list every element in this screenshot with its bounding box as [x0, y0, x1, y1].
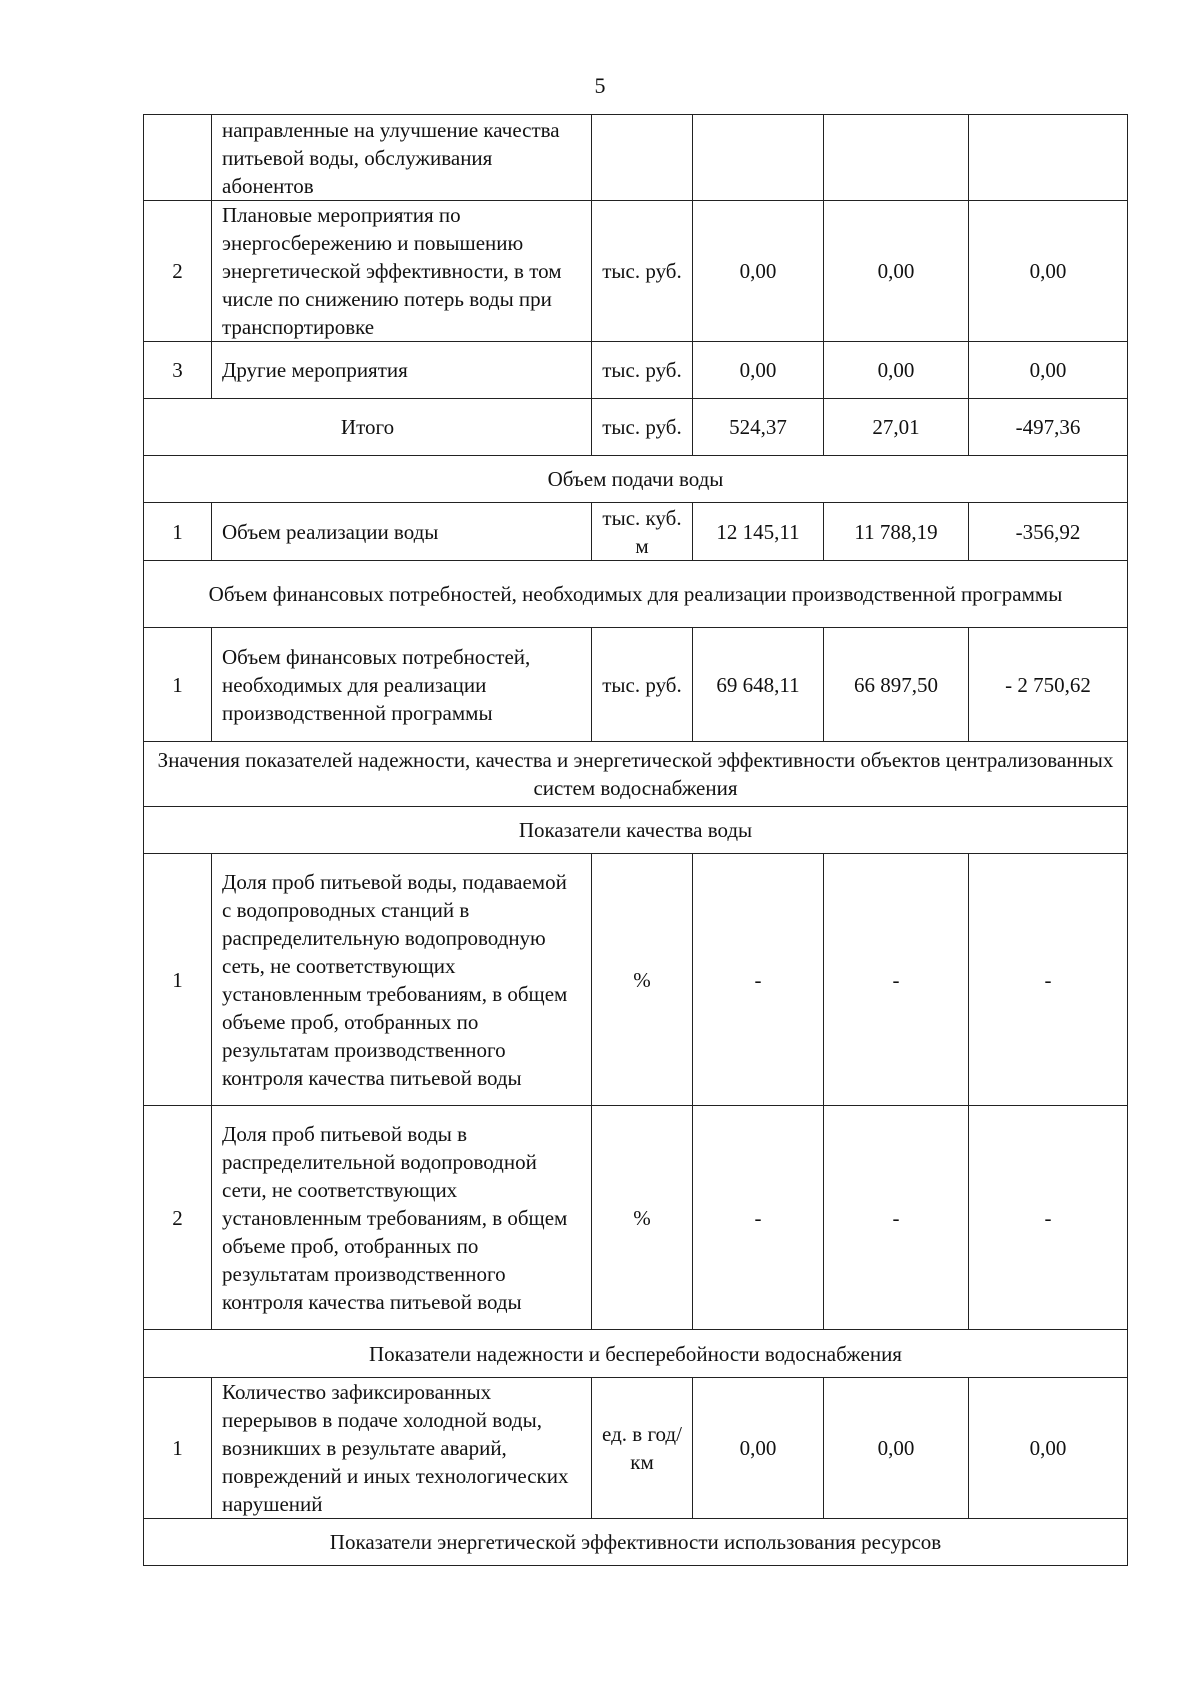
- value-cell-2: 66 897,50: [824, 628, 969, 742]
- unit-cell: тыс. руб.: [592, 201, 693, 342]
- indicator-description: направленные на улучшение качества питьевой воды, обслуживания абонентов: [212, 115, 592, 201]
- total-label: Итого: [144, 399, 592, 456]
- value-cell-3: 0,00: [969, 201, 1128, 342]
- value-cell-1: 524,37: [693, 399, 824, 456]
- value-cell-1: 0,00: [693, 342, 824, 399]
- value-cell-3: -: [969, 854, 1128, 1106]
- indicators-table: [143, 114, 1128, 1566]
- indicator-description: Другие мероприятия: [212, 342, 592, 399]
- value-cell-3: 0,00: [969, 342, 1128, 399]
- section-header-row: [144, 807, 1128, 854]
- value-cell-2: 27,01: [824, 399, 969, 456]
- indicator-description: Доля проб питьевой воды, подаваемой с водопроводных станций в распределительную водопроводную сеть, не соответствующих установленным требованиям, в общем объеме проб, отобранных по результатам производственного контроля качества питьевой воды: [212, 854, 592, 1106]
- value-cell-3: -: [969, 1106, 1128, 1330]
- unit-cell: [592, 115, 693, 201]
- value-cell-1: -: [693, 854, 824, 1106]
- value-cell-2: [824, 115, 969, 201]
- unit-cell: %: [592, 1106, 693, 1330]
- unit-cell: тыс. руб.: [592, 399, 693, 456]
- section-title: Значения показателей надежности, качества и энергетической эффективности объектов централизованных систем водоснабжения: [144, 742, 1128, 807]
- page-number: 5: [594, 73, 606, 98]
- value-cell-3: -356,92: [969, 503, 1128, 561]
- table-row: [144, 1106, 1128, 1330]
- section-header-row: [144, 456, 1128, 503]
- value-cell-1: 69 648,11: [693, 628, 824, 742]
- table-row: [144, 854, 1128, 1106]
- value-cell-1: 0,00: [693, 201, 824, 342]
- section-title: Показатели качества воды: [144, 807, 1128, 854]
- value-cell-3: - 2 750,62: [969, 628, 1128, 742]
- section-header-row: [144, 561, 1128, 628]
- table-row: [144, 1378, 1128, 1519]
- table-row: [144, 201, 1128, 342]
- table-row: [144, 628, 1128, 742]
- row-number: 3: [144, 342, 212, 399]
- indicator-description: Доля проб питьевой воды в распределительной водопроводной сети, не соответствующих установленным требованиям, в общем объеме проб, отобранных по результатам производственного контроля качества питьевой воды: [212, 1106, 592, 1330]
- value-cell-1: [693, 115, 824, 201]
- value-cell-2: 0,00: [824, 1378, 969, 1519]
- section-header-row: [144, 1330, 1128, 1378]
- total-row: [144, 399, 1128, 456]
- indicator-description: Количество зафиксированных перерывов в подаче холодной воды, возникших в результате аварий, повреждений и иных технологических нарушений: [212, 1378, 592, 1519]
- row-number: 1: [144, 1378, 212, 1519]
- value-cell-3: -497,36: [969, 399, 1128, 456]
- unit-cell: тыс. куб. м: [592, 503, 693, 561]
- value-cell-1: -: [693, 1106, 824, 1330]
- indicator-description: Объем финансовых потребностей, необходимых для реализации производственной программы: [212, 628, 592, 742]
- table-row: [144, 503, 1128, 561]
- value-cell-2: 11 788,19: [824, 503, 969, 561]
- value-cell-2: 0,00: [824, 342, 969, 399]
- value-cell-1: 12 145,11: [693, 503, 824, 561]
- section-title: Объем подачи воды: [144, 456, 1128, 503]
- unit-cell: ед. в год/ км: [592, 1378, 693, 1519]
- value-cell-2: -: [824, 1106, 969, 1330]
- table-row: [144, 342, 1128, 399]
- row-number: [144, 115, 212, 201]
- section-header-row: [144, 742, 1128, 807]
- indicator-description: Плановые мероприятия по энергосбережению и повышению энергетической эффективности, в том числе по снижению потерь воды при транспортировке: [212, 201, 592, 342]
- row-number: 1: [144, 628, 212, 742]
- row-number: 1: [144, 854, 212, 1106]
- value-cell-2: 0,00: [824, 201, 969, 342]
- value-cell-1: 0,00: [693, 1378, 824, 1519]
- section-header-row: [144, 1519, 1128, 1566]
- indicator-description: Объем реализации воды: [212, 503, 592, 561]
- table-row: [144, 115, 1128, 201]
- unit-cell: тыс. руб.: [592, 342, 693, 399]
- value-cell-2: -: [824, 854, 969, 1106]
- unit-cell: %: [592, 854, 693, 1106]
- section-title: Показатели надежности и бесперебойности водоснабжения: [144, 1330, 1128, 1378]
- section-title: Показатели энергетической эффективности использования ресурсов: [144, 1519, 1128, 1566]
- row-number: 1: [144, 503, 212, 561]
- row-number: 2: [144, 201, 212, 342]
- unit-cell: тыс. руб.: [592, 628, 693, 742]
- value-cell-3: 0,00: [969, 1378, 1128, 1519]
- section-title: Объем финансовых потребностей, необходимых для реализации производственной программы: [144, 561, 1128, 628]
- row-number: 2: [144, 1106, 212, 1330]
- value-cell-3: [969, 115, 1128, 201]
